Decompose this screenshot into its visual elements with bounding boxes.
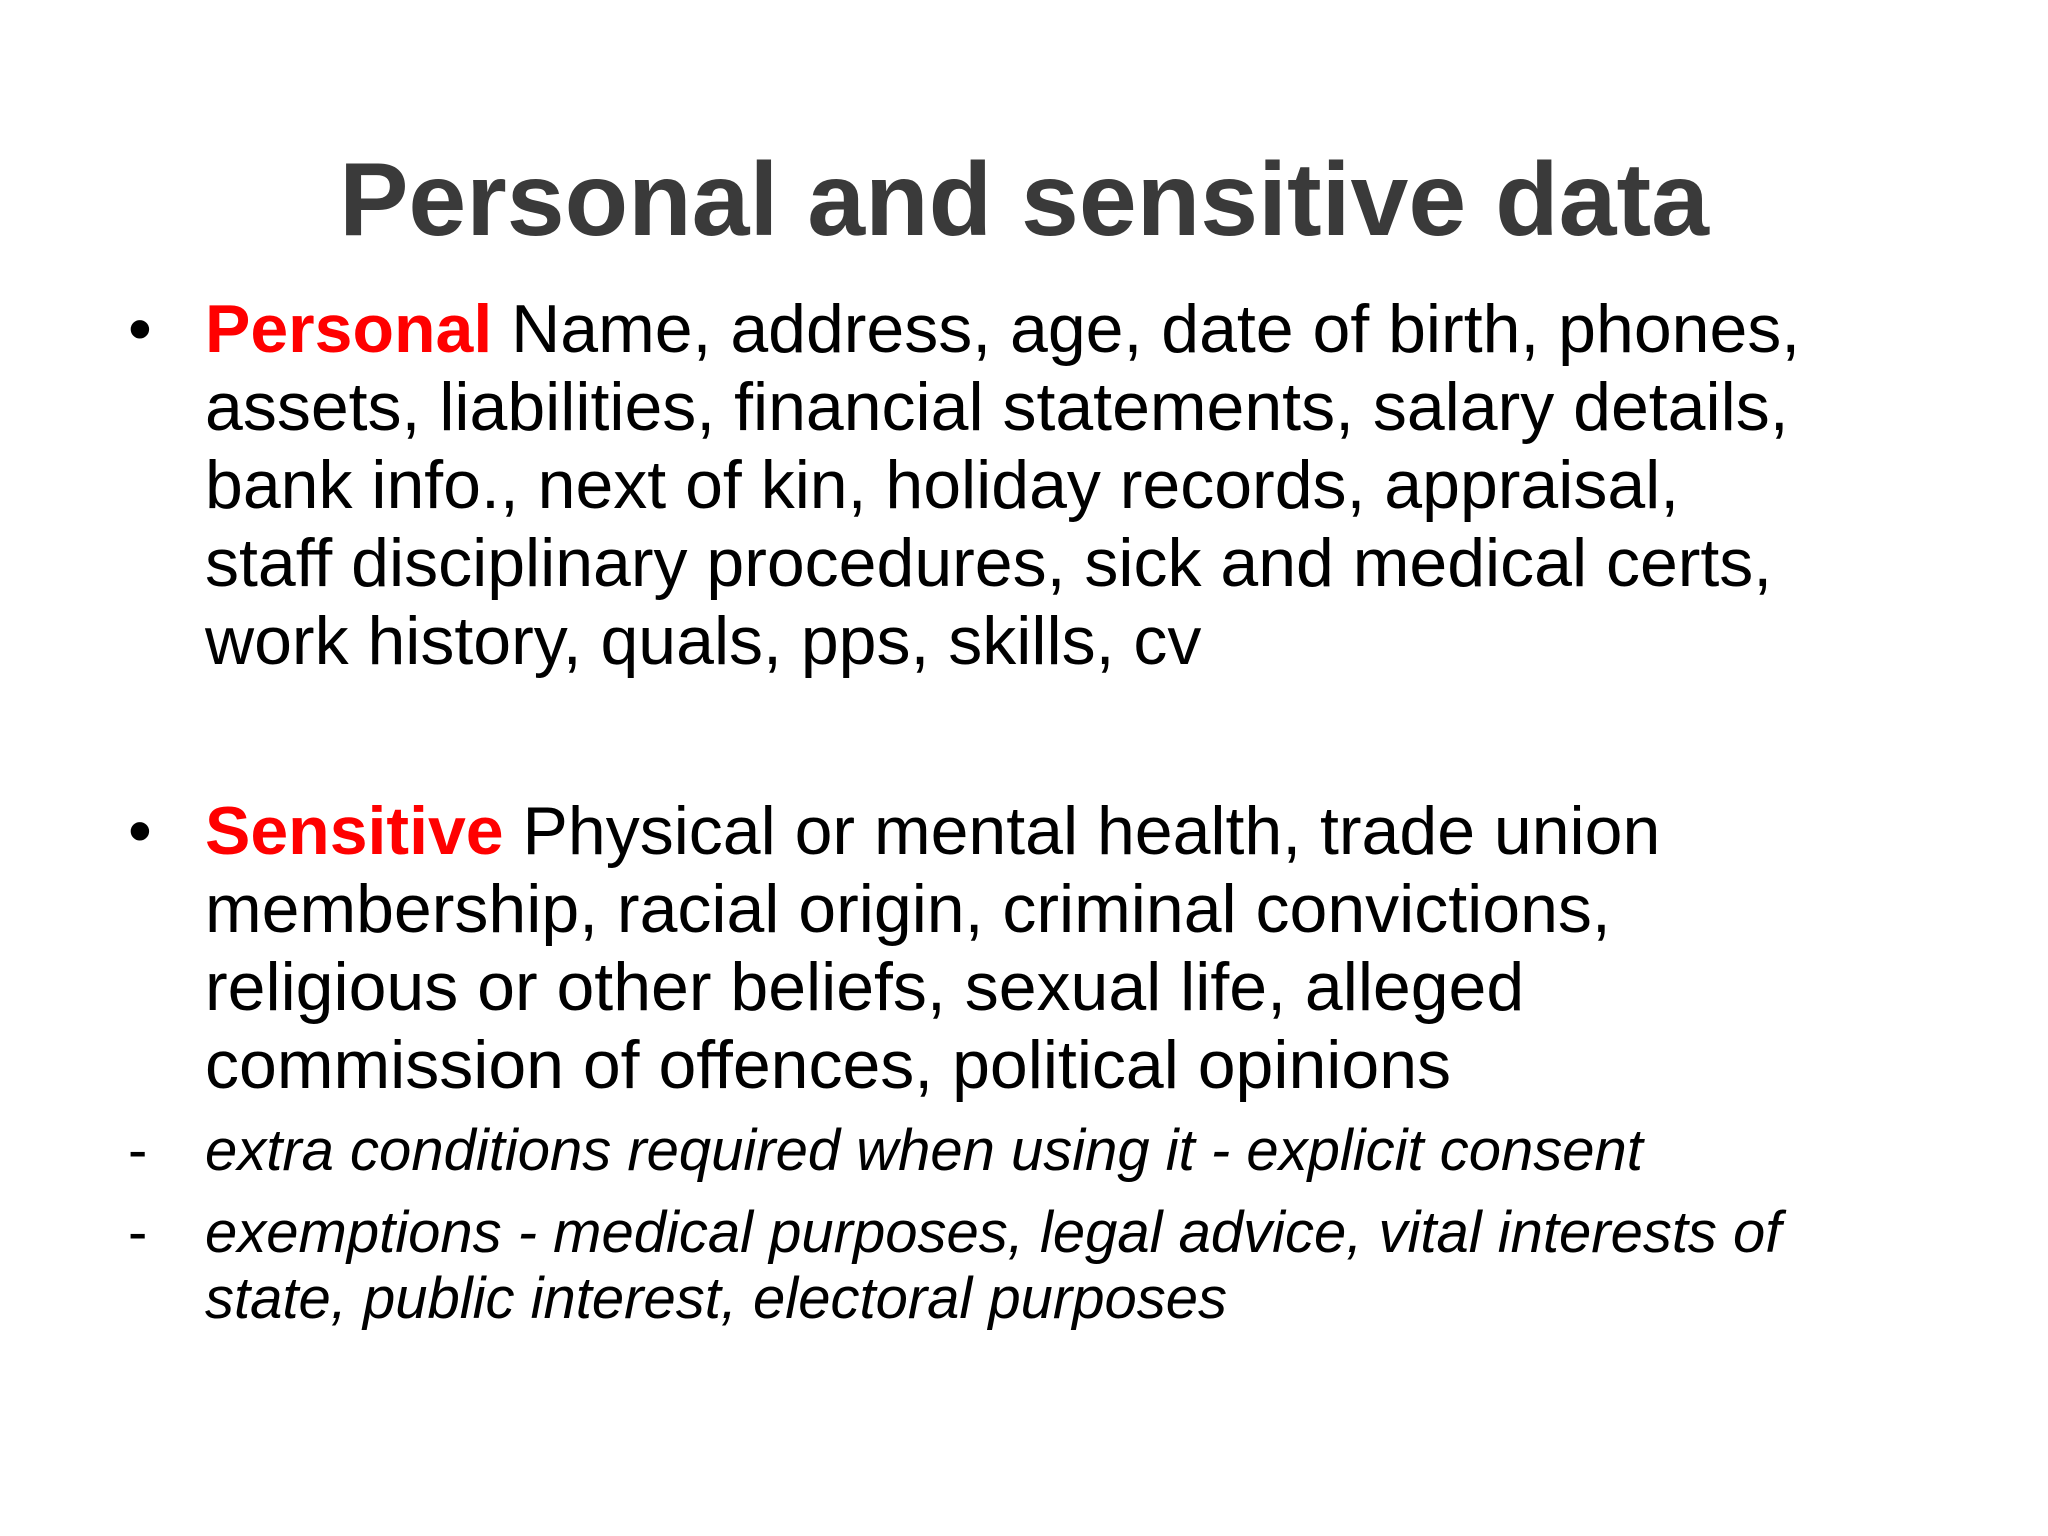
personal-term: Personal bbox=[205, 291, 493, 367]
personal-text-line: Name, address, age, date of birth, phones, bbox=[511, 291, 1801, 367]
sensitive-data-item bbox=[205, 792, 1965, 1104]
note-text-line: state, public interest, electoral purposes bbox=[205, 1266, 1227, 1331]
dash-marker: - bbox=[128, 1118, 148, 1183]
sensitive-text-line: membership, racial origin, criminal convictions, bbox=[205, 871, 1611, 947]
personal-text-line: bank info., next of kin, holiday records, appraisal, bbox=[205, 447, 1680, 523]
bullet-point: • bbox=[128, 291, 152, 367]
personal-text-line: work history, quals, pps, skills, cv bbox=[205, 603, 1202, 679]
sensitive-text-line: commission of offences, political opinions bbox=[205, 1027, 1452, 1103]
sensitive-text-line: religious or other beliefs, sexual life, alleged bbox=[205, 949, 1525, 1025]
personal-text-line: staff disciplinary procedures, sick and medical certs, bbox=[205, 525, 1773, 601]
dash-marker: - bbox=[128, 1200, 148, 1265]
note-text-line: exemptions - medical purposes, legal advice, vital interests of bbox=[205, 1200, 1782, 1265]
sensitive-text-line: Physical or mental health, trade union bbox=[522, 793, 1661, 869]
personal-data-item bbox=[205, 290, 1965, 680]
bullet-point: • bbox=[128, 793, 152, 869]
sensitive-note-exemptions bbox=[205, 1200, 1965, 1332]
note-text-line: extra conditions required when using it - explicit consent bbox=[205, 1118, 1643, 1183]
personal-line-1 bbox=[205, 290, 1965, 368]
slide-title: Personal and sensitive data bbox=[339, 142, 1709, 258]
sensitive-line-1 bbox=[205, 792, 1965, 870]
sensitive-note-conditions bbox=[205, 1118, 1965, 1184]
personal-text-line: assets, liabilities, financial statements, salary details, bbox=[205, 369, 1789, 445]
sensitive-term: Sensitive bbox=[205, 793, 504, 869]
